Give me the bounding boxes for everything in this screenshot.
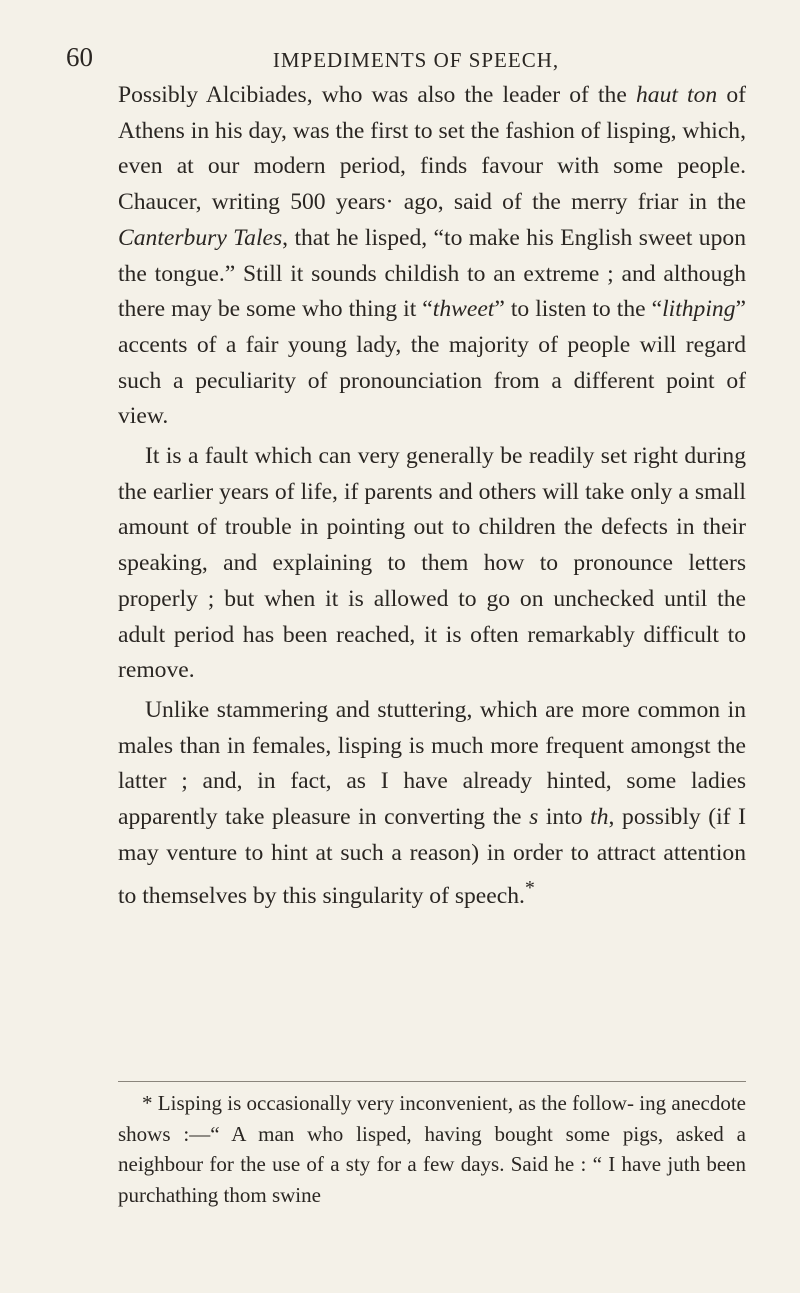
p3-italic-th: th — [590, 804, 609, 831]
p1-text-e: , that he lisped, “to make his English sweet upon the tongue.” Still it sounds childish to an extreme ; and although there may be some who thing it “ — [118, 224, 746, 323]
paragraph-3 — [118, 693, 746, 915]
footnote-rule — [118, 1081, 746, 1082]
footnote — [118, 1088, 746, 1210]
p1-text-i: ” accents of a fair young lady, the majority of people will regard such a peculiarity of pronounciation from a different point of view. — [118, 296, 746, 430]
running-head — [66, 42, 766, 82]
paragraph-2: It is a fault which can very generally be readily set right during the earlier years of life, if parents and others will take only a small amount of trouble in pointing out to children the defects in their speaking, and explaining to them how to pronounce letters properly ; but when it is allowed to go on unchecked until the adult period has been reached, it is often remarkably difficult to remove. — [118, 443, 746, 684]
footnote-marker: * — [524, 877, 535, 900]
p1-italic-lithping: lithping — [662, 296, 736, 323]
p3-text-a: Unlike stammering and stuttering, which are more common in males than in females, lisping is much more frequent amongst the latter ; and, in fact, as I have already hinted, some ladies apparently take pleasure in converting the — [118, 696, 746, 831]
paragraph-1 — [118, 78, 746, 435]
footnote-text: * Lisping is occasionally very inconvenient, as the follow- ing anecdote shows :—“ A man who lisped, having bought some pigs, asked a neighbour for the use of a sty for a few days. Said he : “ I have juth been purchathing thom swine — [118, 1091, 746, 1207]
p1-italic-canterbury-tales: Canterbury Tales — [118, 224, 283, 251]
p1-text-a: Possibly Alcibiades, who was also the leader of the — [118, 82, 636, 108]
page-number: 60 — [66, 42, 93, 72]
p1-italic-thweet: thweet — [432, 296, 495, 323]
p3-italic-s: s — [529, 804, 539, 831]
p3-text-c: into — [538, 804, 591, 831]
p3-text-e: , possibly (if I may venture to hint at such a reason) in order to attract attention to themselves by this singularity of speech. — [118, 804, 746, 910]
p1-text-g: ” to listen to the “ — [494, 296, 663, 323]
p1-text-c: of Athens in his day, was the first to set the fashion of lisping, which, even at our modern period, finds favour with some people. Chaucer, writing 500 years· ago, said of the merry friar in the — [118, 82, 746, 216]
p1-italic-haut-ton: haut ton — [635, 82, 718, 108]
body-text — [118, 78, 746, 915]
running-title: IMPEDIMENTS OF SPEECH, — [272, 48, 560, 72]
